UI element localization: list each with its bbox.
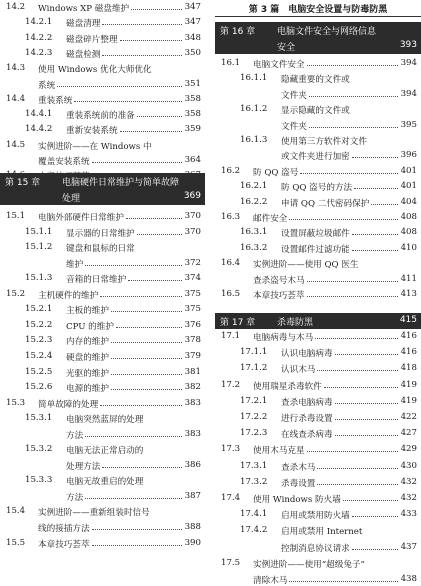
dot-leader: [354, 188, 398, 189]
page-number: 374: [184, 273, 201, 284]
section-title: 申请 QQ 二代密码保护: [281, 198, 370, 209]
section-title-continued: 控制消息协议请求: [281, 543, 350, 554]
section-title: 内存的维护: [66, 337, 109, 348]
page-number: 347: [184, 17, 201, 28]
page-number: 411: [400, 273, 417, 284]
section-number: 17.4.2: [240, 525, 268, 536]
page-number: 396: [400, 150, 417, 161]
dot-leader: [100, 296, 182, 297]
section-title: CPU 的维护: [66, 321, 114, 332]
section-title: 认识木马: [281, 365, 316, 376]
section-number: 14.4.1: [25, 109, 53, 120]
dot-leader: [352, 549, 398, 550]
dot-leader: [126, 218, 182, 219]
section-title: 硬盘的维护: [66, 352, 109, 363]
section-number: 15.1.2: [25, 242, 53, 253]
page-number: 388: [184, 522, 201, 532]
chapter-heading: [0, 173, 205, 205]
page-number: 427: [400, 428, 417, 439]
dot-leader: [85, 498, 182, 499]
section-number: 14.4.2: [25, 124, 53, 135]
section-number: 15.2.6: [25, 382, 53, 393]
section-title: 磁盘清理: [66, 19, 101, 30]
dot-leader: [111, 311, 182, 312]
section-title: 防 QQ 盗号: [253, 167, 299, 178]
page-number: 376: [184, 319, 201, 330]
section-title: 进行杀毒设置: [281, 414, 333, 424]
section-number: 16.3.2: [240, 242, 268, 253]
section-number: 17.4: [221, 493, 241, 503]
section-title-continued: 清除木马: [253, 576, 288, 586]
section-title: 在线查杀病毒: [281, 430, 333, 441]
section-title-continued: 查杀盗号木马: [253, 275, 305, 286]
chapter-label: 第 17 章: [220, 318, 256, 328]
section-number: 15.2.5: [25, 366, 53, 377]
section-title: 电源的维护: [66, 384, 109, 395]
section-number: 17.4.1: [240, 509, 268, 520]
section-title: 磁盘检测: [66, 49, 101, 60]
page-number: 387: [184, 490, 201, 501]
page-number: 359: [184, 124, 201, 135]
section-title-continued: 方法: [66, 492, 84, 503]
dot-leader: [102, 55, 182, 56]
section-number: 16.1: [221, 58, 241, 68]
dot-leader: [116, 327, 182, 328]
chapter-title-continued: 处理: [62, 194, 81, 204]
section-number: 16.2.2: [240, 196, 268, 207]
section-number: 14.4: [6, 93, 26, 104]
section-title: 实例进阶——使用 QQ 医生: [253, 260, 359, 271]
chapter-page-number: 369: [183, 191, 201, 201]
section-title: 电脑外部硬件日常维护: [38, 213, 124, 223]
dot-leader: [309, 127, 398, 128]
section-title: 使用 Windows 防火墙: [253, 495, 341, 505]
section-number: 17.2.1: [240, 395, 268, 406]
section-number: 17.1.2: [240, 363, 268, 374]
section-title: 音箱的日常维护: [66, 275, 127, 286]
page-number: 372: [184, 257, 201, 268]
dot-leader: [85, 436, 182, 437]
section-title: 显示隐藏的文件或: [281, 106, 350, 117]
page-number: 437: [400, 541, 417, 552]
section-title-continued: 线的接插方法: [38, 524, 90, 534]
dot-leader: [309, 96, 398, 97]
page-number: 347: [184, 2, 201, 12]
dot-leader: [352, 250, 398, 251]
dot-leader: [102, 467, 182, 468]
section-title: 电脑文件安全: [253, 60, 305, 70]
page-number: 404: [400, 196, 417, 207]
part-heading: 第 3 篇 电脑安全设置与防毒防黑: [248, 5, 388, 15]
section-number: 16.5: [221, 289, 241, 299]
section-title: 重新安装系统: [66, 126, 118, 137]
page-number: 351: [184, 78, 201, 89]
section-title: 设置屏蔽垃圾邮件: [281, 229, 350, 240]
dot-leader: [85, 265, 182, 266]
section-title: 电脑病毒与木马: [253, 333, 314, 343]
section-number: 15.2.4: [25, 350, 53, 361]
page-number: 432: [400, 493, 417, 503]
section-number: 16.2.1: [240, 181, 268, 192]
section-number: 17.3.2: [240, 476, 268, 487]
page-number: 370: [184, 211, 201, 221]
page-number: 375: [184, 304, 201, 315]
page-number: 394: [400, 88, 417, 99]
section-title: 主板的维护: [66, 306, 109, 317]
dot-leader: [92, 529, 182, 530]
section-number: 16.1.3: [240, 135, 268, 145]
section-number: 14.3: [6, 63, 26, 74]
section-number: 15.3.2: [25, 444, 53, 455]
chapter-title: 电脑文件安全与网络信息: [277, 27, 377, 37]
section-title: 磁盘碎片整理: [66, 34, 118, 45]
section-number: 17.5: [221, 557, 241, 568]
dot-leader: [92, 162, 182, 163]
page-number: 364: [184, 155, 201, 165]
section-number: 17.3.1: [240, 460, 268, 471]
section-title-continued: 或文件夹进行加密: [281, 152, 350, 163]
dot-leader: [335, 419, 398, 420]
section-number: 15.2.1: [25, 304, 53, 315]
page-number: 395: [400, 119, 417, 130]
section-number: 15.4: [6, 506, 26, 517]
section-title: 启用或禁用防火墙: [281, 511, 350, 522]
section-number: 14.2.1: [25, 17, 53, 28]
chapter-title-continued: 安全: [277, 43, 296, 53]
dot-leader: [352, 157, 398, 158]
section-title-continued: 方法: [66, 430, 84, 441]
section-title: 使用木马克星: [253, 446, 305, 457]
page-number: 408: [400, 212, 417, 222]
section-number: 17.3: [221, 444, 241, 455]
page-number: 381: [184, 366, 201, 377]
section-title: 杀毒设置: [281, 478, 316, 489]
dot-leader: [111, 342, 182, 343]
section-title: 实例进阶——在 Windows 中: [38, 141, 152, 152]
page-number: 370: [184, 226, 201, 237]
dot-leader: [111, 374, 182, 375]
section-number: 15.3.3: [25, 475, 53, 486]
dot-leader: [289, 219, 398, 220]
dot-leader: [102, 24, 182, 25]
page-number: 419: [400, 395, 417, 406]
section-title: 主机硬件的维护: [38, 290, 99, 301]
section-title: 使用瑞星杀毒软件: [253, 381, 322, 392]
chapter-heading: [215, 22, 421, 54]
page-number: 416: [400, 347, 417, 358]
dot-leader: [137, 116, 182, 117]
section-title: 使用 Windows 优化大师优化: [38, 65, 152, 76]
section-number: 17.2: [221, 379, 241, 390]
dot-leader: [335, 435, 398, 436]
part-divider: [215, 16, 421, 17]
section-number: 15.1.3: [25, 273, 53, 284]
section-title-continued: 处理方法: [66, 461, 101, 472]
dot-leader: [307, 296, 398, 297]
dot-leader: [120, 40, 182, 41]
dot-leader: [335, 403, 398, 404]
page-number: 378: [184, 335, 201, 346]
section-title: 实例进阶——重新组装时信号: [38, 508, 150, 519]
section-number: 16.4: [221, 258, 241, 269]
section-title: 实例进阶——使用“超级兔子”: [253, 559, 365, 570]
page-number: 413: [400, 289, 417, 299]
page-number: 383: [184, 428, 201, 439]
section-title: 查杀木马: [281, 462, 316, 473]
dot-leader: [324, 387, 398, 388]
dot-leader: [111, 389, 182, 390]
chapter-title: 杀毒防黑: [277, 318, 314, 328]
section-title: 重装系统: [38, 95, 73, 106]
chapter-title: 电脑硬件日常维护与简单故障: [62, 178, 180, 188]
section-number: 17.2.2: [240, 412, 268, 422]
page-number: 382: [184, 382, 201, 393]
section-number: 16.1.2: [240, 104, 268, 115]
chapter-page-number: 393: [399, 40, 417, 50]
page-number: 408: [400, 227, 417, 238]
dot-leader: [371, 204, 398, 205]
section-number: 14.2.2: [25, 32, 53, 43]
dot-leader: [317, 484, 398, 485]
section-title: 使用第三方软件对文件: [281, 137, 367, 147]
section-title: 电脑突然蓝屏的处理: [66, 415, 144, 426]
section-number: 14.5: [6, 139, 26, 150]
section-title: 本章技巧荟萃: [38, 539, 90, 550]
section-number: 14.2: [6, 2, 26, 12]
section-title: 电脑无法正常启动的: [66, 446, 144, 457]
page-number: 401: [400, 181, 417, 192]
dot-leader: [120, 131, 182, 132]
page-number: 375: [184, 288, 201, 299]
page-number: 383: [184, 397, 201, 408]
section-title: 重装系统前的准备: [66, 111, 135, 122]
section-title-continued: 文件夹: [281, 90, 307, 101]
dot-leader: [137, 234, 182, 235]
section-number: 15.1: [6, 211, 26, 221]
dot-leader: [352, 516, 398, 517]
chapter-heading: [215, 313, 421, 329]
page-number: 358: [184, 93, 201, 104]
section-title: 本章技巧荟萃: [253, 291, 305, 301]
section-number: 16.2: [221, 165, 241, 176]
page-number: 432: [400, 476, 417, 487]
dot-leader: [317, 468, 398, 469]
page-number: 416: [400, 331, 417, 341]
section-number: 17.2.3: [240, 428, 268, 439]
page-number: 401: [400, 165, 417, 176]
page-number: 379: [184, 350, 201, 361]
section-number: 16.3.1: [240, 227, 268, 238]
chapter-label: 第 15 章: [5, 178, 41, 188]
section-number: 17.1.1: [240, 347, 268, 358]
dot-leader: [128, 280, 182, 281]
dot-leader: [111, 358, 182, 359]
page-number: 386: [184, 459, 201, 470]
page-number: 422: [400, 412, 417, 422]
section-number: 15.2.2: [25, 319, 53, 330]
section-title: 认识电脑病毒: [281, 349, 333, 360]
page-number: 433: [400, 509, 417, 520]
dot-leader: [315, 338, 398, 339]
section-title: 键盘和鼠标的日常: [66, 244, 135, 255]
section-title-continued: 文件夹: [281, 121, 307, 132]
dot-leader: [307, 281, 398, 282]
section-number: 15.2: [6, 288, 26, 299]
dot-leader: [74, 101, 182, 102]
dot-leader: [307, 65, 398, 66]
page-number: 418: [400, 363, 417, 374]
page-number: 430: [400, 460, 417, 471]
section-number: 15.1.1: [25, 226, 53, 237]
page-number: 410: [400, 242, 417, 253]
dot-leader: [317, 370, 398, 371]
section-title: 查杀电脑病毒: [281, 397, 333, 408]
section-number: 15.2.3: [25, 335, 53, 346]
dot-leader: [300, 173, 398, 174]
dot-leader: [307, 451, 398, 452]
section-title: Windows XP 磁盘维护: [38, 4, 130, 14]
section-number: 15.5: [6, 537, 26, 548]
dot-leader: [131, 9, 182, 10]
dot-leader: [343, 500, 398, 501]
page-number: 350: [184, 47, 201, 58]
section-number: 14.2.3: [25, 47, 53, 58]
page-number: 438: [400, 574, 417, 584]
dot-leader: [289, 581, 398, 582]
section-title: 防 QQ 盗号的方法: [281, 183, 353, 194]
page-number: 419: [400, 379, 417, 390]
chapter-page-number: 415: [399, 315, 417, 325]
section-title-continued: 覆盖安装系统: [38, 157, 90, 167]
section-title: 启用或禁用 Internet: [281, 527, 363, 538]
section-number: 17.1: [221, 331, 241, 341]
page-number: 390: [184, 537, 201, 548]
section-title-continued: 系统: [38, 80, 56, 91]
dot-leader: [92, 545, 182, 546]
page-number: 348: [184, 32, 201, 43]
section-number: 15.3.1: [25, 413, 53, 424]
section-title-continued: 维护: [66, 259, 84, 270]
section-title: 电脑无故重启的处理: [66, 477, 144, 488]
section-number: 15.3: [6, 397, 26, 408]
section-title: 设置邮件过滤功能: [281, 244, 350, 255]
section-title: 邮件安全: [253, 214, 288, 224]
section-title: 光驱的维护: [66, 368, 109, 379]
section-number: 16.3: [221, 212, 241, 222]
chapter-label: 第 16 章: [220, 27, 256, 37]
page-number: 394: [400, 58, 417, 68]
dot-leader: [57, 86, 182, 87]
section-number: 16.1.1: [240, 73, 268, 84]
page-number: 429: [400, 444, 417, 455]
page-number: 358: [184, 109, 201, 120]
section-title: 显示器的日常维护: [66, 228, 135, 239]
section-title: 隐藏重要的文件或: [281, 75, 350, 86]
dot-leader: [100, 405, 182, 406]
section-title: 简单故障的处理: [38, 399, 99, 410]
dot-leader: [352, 234, 398, 235]
dot-leader: [335, 354, 398, 355]
